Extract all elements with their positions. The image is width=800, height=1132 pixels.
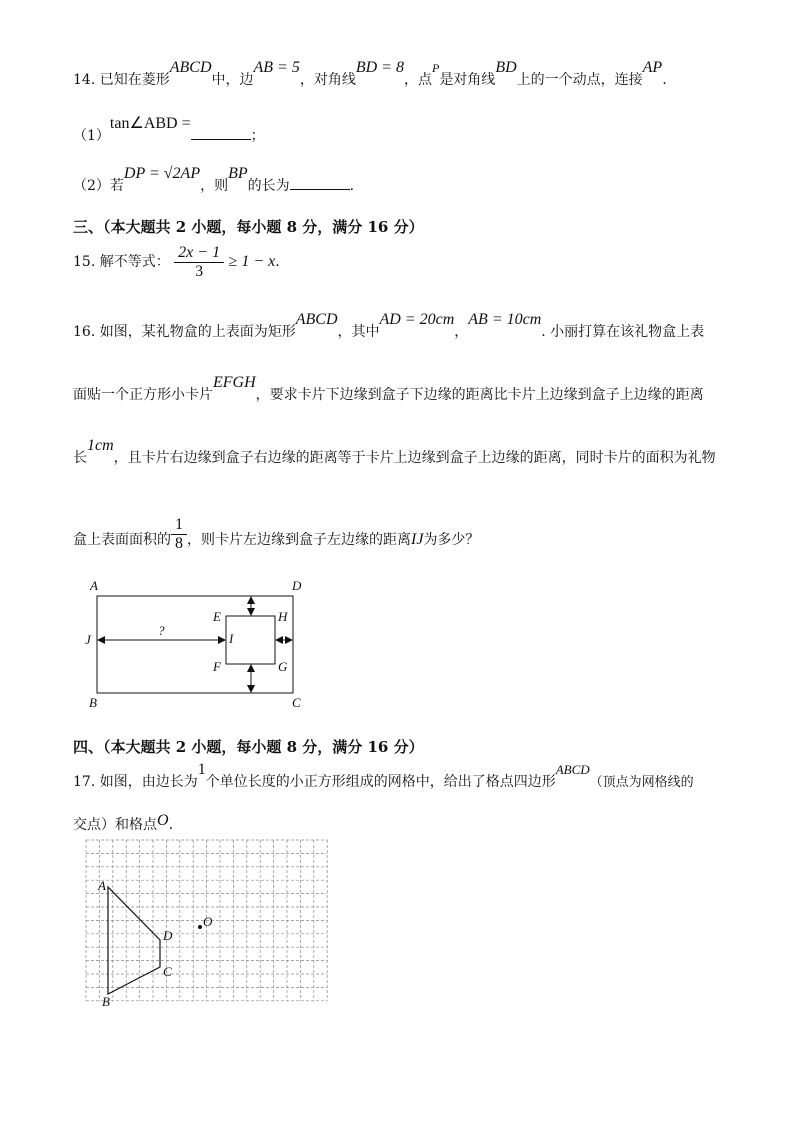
q17-line2: 交点）和格点O.: [73, 812, 174, 833]
q14-part1: （1）tan∠ABD =；: [73, 115, 265, 144]
q15-rhs: ≥ 1 − x: [228, 253, 276, 270]
q16-line2: 面贴一个正方形小卡片EFGH，要求卡片下边缘到盒子下边缘的距离比卡片上边缘到盒子上边缘的距离: [73, 374, 704, 403]
label-I: I: [229, 631, 234, 646]
q17-grid-figure: [80, 838, 340, 1018]
answer-blank-2[interactable]: [290, 175, 350, 190]
grid-label-B: B: [102, 994, 110, 1009]
q17-line1: 17. 如图，由边长为1个单位长度的小正方形组成的网格中，给出了格点四边形ABCD（顶点为网格线的: [73, 761, 694, 790]
grid-label-C: C: [163, 964, 172, 979]
box-rect: [97, 596, 293, 693]
q16-line3: 长1cm，且卡片右边缘到盒子右边缘的距离等于卡片上边缘到盒子上边缘的距离，同时卡片的面积为礼物: [73, 437, 716, 466]
q15-fraction: $\frac{2x - 1}{3}$: [174, 244, 224, 281]
q16-figure: [80, 575, 320, 715]
math-p: P: [431, 61, 440, 75]
math-ab: AB = 5: [253, 59, 300, 76]
label-G: G: [278, 659, 288, 674]
quad-abcd: [108, 887, 160, 994]
math-bd: BD = 8: [355, 59, 404, 76]
label-H: H: [278, 609, 288, 624]
card-square: [226, 616, 275, 664]
math-ap: AP: [642, 59, 663, 76]
q16-line1: 16. 如图，某礼物盒的上表面为矩形ABCD，其中AD = 20cm，AB = 10cm. 小丽打算在该礼物盒上表: [73, 311, 705, 340]
label-F: F: [213, 659, 221, 674]
label-B: B: [89, 695, 97, 710]
math-bp: BP: [228, 165, 248, 182]
point-o: [198, 925, 202, 929]
math-tan: tan∠ABD =: [109, 115, 191, 132]
math-abcd: ABCD: [169, 59, 212, 76]
grid-label-A: A: [98, 878, 106, 893]
label-question: ?: [158, 623, 165, 638]
answer-blank-1[interactable]: [191, 125, 251, 140]
math-bd2: BD: [495, 59, 517, 76]
grid-label-O: O: [203, 914, 213, 929]
q14-part2: （2）若DP = √2AP，则BP的长为 .: [73, 165, 355, 194]
label-D: D: [292, 578, 302, 593]
q16-fraction: $\frac{1}{8}$: [171, 516, 187, 553]
math-dp: DP = √2AP: [123, 165, 201, 182]
section-3-title: 三、（本大题共 2 小题，每小题 8 分，满分 16 分）: [73, 218, 424, 236]
grid-label-D: D: [163, 928, 173, 943]
label-E: E: [213, 609, 221, 624]
q14-line1: 14. 已知在菱形ABCD中，边AB = 5，对角线BD = 8，点P是对角线BD上的一个动点，连接AP.: [73, 59, 667, 88]
label-C: C: [292, 695, 301, 710]
q15-line: 15. 解不等式： $\frac{2x - 1}{3}$ ≥ 1 − x.: [73, 243, 280, 280]
section-4-title: 四、（本大题共 2 小题，每小题 8 分，满分 16 分）: [73, 738, 424, 756]
q16-line4: 盒上表面面积的 $\frac{1}{8}$ ，则卡片左边缘到盒子左边缘的距离IJ为多少？: [73, 515, 480, 552]
label-J: J: [85, 632, 91, 647]
label-A: A: [90, 578, 98, 593]
